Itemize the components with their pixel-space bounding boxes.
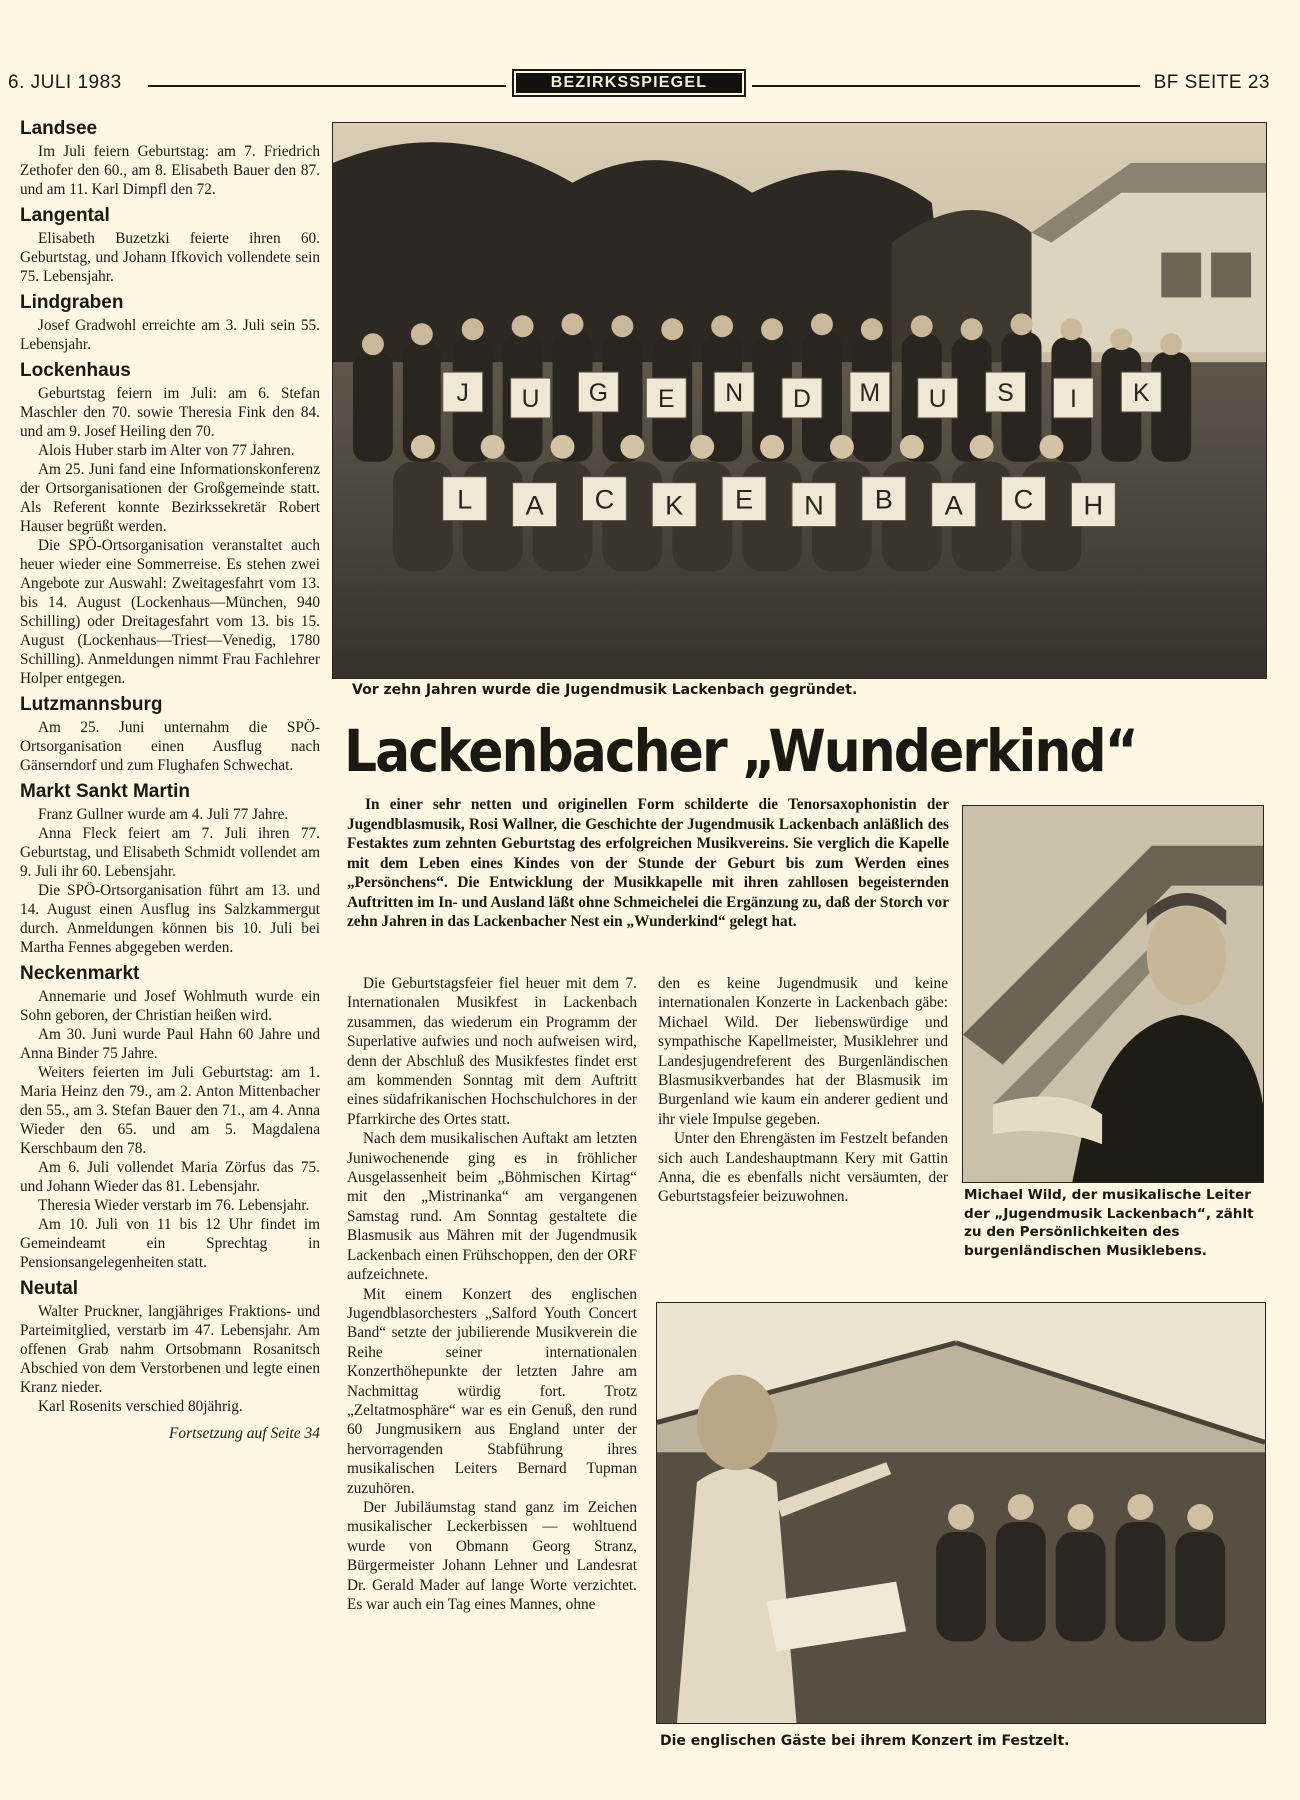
letter-card-text: B	[874, 483, 893, 515]
concert-photo	[656, 1302, 1266, 1724]
letter-card-text: N	[725, 379, 744, 407]
letter-card-text: C	[594, 483, 615, 515]
letter-card-text: J	[456, 379, 469, 407]
news-paragraph: Walter Pruckner, langjähriges Fraktions- und Parteimitglied, verstarb im 47. Lebensjahr. Am offenen Grab nahm Ortsobmann Rosanitsch Abschied von dem Verstorbenen und legte einen Kranz nieder.	[20, 1303, 320, 1396]
letter-card-text: G	[588, 379, 609, 407]
letter-card-text: K	[665, 489, 684, 521]
article-column-2	[658, 974, 948, 1207]
news-paragraph: Am 30. Juni wurde Paul Hahn 60 Jahre und Anna Binder 75 Jahre.	[20, 1026, 320, 1062]
page-number: BF SEITE 23	[1153, 72, 1270, 93]
article-paragraph: den es keine Jugendmusik und keine internationalen Konzerte in Lackenbach gäbe: Michael Wild. Der liebenswürdige und sympathische Kapellmeister, Musiklehrer und Landesjugendreferent des Burgenländischen Blasmusikverbandes hat der Blasmusik im Burgenland wie kaum ein anderer gedient und ihr viele Impulse gegeben.	[658, 975, 948, 1128]
news-paragraph: Die SPÖ-Ortsorganisation führt am 13. und 14. August einen Ausflug ins Salzkammergut durch. Anmeldungen können bis 10. Juli bei Martha Fennes abgegeben werden.	[20, 882, 320, 956]
news-paragraph: Josef Gradwohl erreichte am 3. Juli sein 55. Lebensjahr.	[20, 317, 320, 353]
masthead-rule-left	[148, 85, 506, 87]
section-label-box	[512, 69, 746, 97]
local-news-column	[20, 112, 320, 1782]
letter-card-text: U	[521, 385, 540, 413]
masthead-rule-right	[752, 85, 1140, 87]
section-heading: Lockenhaus	[20, 360, 131, 381]
news-paragraph: Franz Gullner wurde am 4. Juli 77 Jahre.	[38, 806, 289, 823]
letter-card-text: H	[1083, 489, 1104, 521]
news-paragraph: Im Juli feiern Geburtstag: am 7. Friedrich Zethofer den 60., am 8. Elisabeth Bauer den 87. und am 11. Karl Dimpfl den 72.	[20, 143, 320, 198]
letter-card-text: L	[457, 483, 473, 515]
section-heading: Markt Sankt Martin	[20, 781, 190, 802]
letter-card-text: D	[793, 385, 811, 413]
article-paragraph: Mit einem Konzert des englischen Jugendblasorchesters „Salford Youth Concert Band“ setzte der jubilierende Musikverein die Reihe seiner internationalen Konzerthöhepunkte der letzten Jahre am Nachmittag würdig fort. Trotz „Zeltatmosphäre“ war es ein Genuß, den rund 60 Jungmusikern aus England unter der hervorragenden Stabführung ihres musikalischen Leiters Bernard Tupman zuzuhören.	[347, 1285, 637, 1497]
section-heading: Lindgraben	[20, 292, 124, 313]
news-paragraph: Am 10. Juli von 11 bis 12 Uhr findet im Gemeindeamt ein Sprechtag in Pensionsangelegenheiten statt.	[20, 1216, 320, 1271]
news-paragraph: Anna Fleck feiert am 7. Juli ihren 77. Geburtstag, und Elisabeth Schmidt vollendet am 9. Juli ihr 60. Lebensjahr.	[20, 825, 320, 880]
section-heading: Neckenmarkt	[20, 963, 140, 984]
section-heading: Landsee	[20, 118, 98, 139]
portrait-photo-image	[963, 806, 1263, 1182]
letter-card-text: A	[525, 489, 544, 521]
issue-date: 6. JULI 1983	[8, 72, 122, 93]
group-photo-image	[333, 123, 1266, 678]
letter-card-text: K	[1133, 379, 1150, 407]
letter-card-text: N	[804, 489, 824, 521]
letter-card-text: I	[1069, 385, 1077, 413]
portrait-caption: Michael Wild, der musikalische Leiter der „Jugendmusik Lackenbach“, zählt zu den Persönlichkeiten des burgenländischen Musiklebens.	[964, 1187, 1254, 1259]
article-paragraph: Die Geburtstagsfeier fiel heuer mit dem 7. Internationalen Musikfest in Lackenbach zusammen, das wiederum ein Programm der Superlative aufwies und noch aufweisen wird, denn der Abschluß des Musikfestes findet erst am kommenden Sonntag mit dem Auftritt eines südafrikanischen Hochschulchores in der Pfarrkirche des Ortes statt.	[347, 975, 637, 1128]
article-paragraph: Unter den Ehrengästen im Festzelt befanden sich auch Landeshauptmann Kery mit Gattin Anna, die es ebenfalls nicht versäumten, der Geburtstagsfeier beizuwohnen.	[658, 1130, 948, 1206]
continuation-note: Fortsetzung auf Seite 34	[168, 1425, 320, 1442]
masthead	[8, 66, 1270, 106]
letter-card-text: U	[928, 385, 947, 413]
portrait-photo	[962, 805, 1264, 1183]
article-paragraph: Nach dem musikalischen Auftakt am letzten Juniwochenende ging es in fröhlicher Ausgelassenheit beim „Böhmischen Kirtag“ mit den „Mistrinanka“ am vergangenen Samstag rund. Am Sonntag gestaltete die Blasmusik aus Mähren mit der Jugendmusik Lackenbach einen Frühschoppen, den der ORF aufzeichnete.	[347, 1130, 637, 1284]
news-paragraph: Geburtstag feiern im Juli: am 6. Stefan Maschler den 70. sowie Theresia Fink den 84. und am 9. Josef Heiling den 70.	[20, 385, 320, 440]
article-column-1	[347, 974, 637, 1614]
news-paragraph: Weiters feierten im Juli Geburtstag: am 1. Maria Heinz den 79., am 2. Anton Mittenbacher den 55., am 3. Stefan Bauer den 71., am 4. Anna Wieder den 65. und am 5. Magdalena Kerschbaum den 78.	[20, 1064, 320, 1157]
news-paragraph: Elisabeth Buzetzki feierte ihren 60. Geburtstag, und Johann Ifkovich vollendete sein 75. Lebensjahr.	[20, 230, 320, 285]
jugendmusik-letter-cards	[443, 372, 1161, 418]
letter-card-text: E	[658, 385, 675, 413]
letter-card-text: A	[944, 489, 963, 521]
letter-card-text: M	[859, 379, 881, 407]
concert-caption: Die englischen Gäste bei ihrem Konzert im Festzelt.	[660, 1733, 1070, 1749]
letter-card-text: E	[735, 483, 754, 515]
news-paragraph: Die SPÖ-Ortsorganisation veranstaltet auch heuer wieder eine Sommerreise. Es stehen zwei Angebote zur Auswahl: Zweitagesfahrt vom 13. bis 14. August (Lockenhaus—München, 940 Schilling) oder Dreitagesfahrt vom 13. bis 15. August (Lockenhaus—Triest—Venedig, 1780 Schilling). Anmeldungen nimmt Frau Fachlehrer Holper entgegen.	[20, 537, 320, 687]
article-paragraph: Der Jubiläumstag stand ganz im Zeichen musikalischer Leckerbissen — wohltuend wurde von Obmann Georg Stranz, Bürgermeister Johann Lehner und Landesrat Dr. Gerald Mader auf lange Worte verzichtet. Es war auch ein Tag eines Mannes, ohne	[347, 1498, 637, 1613]
news-paragraph: Karl Rosenits verschied 80jährig.	[38, 1398, 243, 1415]
news-paragraph: Annemarie und Josef Wohlmuth wurde ein Sohn geboren, der Christian heißen wird.	[20, 988, 320, 1024]
section-heading: Neutal	[20, 1278, 79, 1299]
news-paragraph: Am 6. Juli vollendet Maria Zörfus das 75. und Johann Wieder das 81. Lebensjahr.	[20, 1159, 320, 1195]
news-paragraph: Am 25. Juni unternahm die SPÖ-Ortsorganisation einen Ausflug nach Gänserndorf und zum Flughafen Schwechat.	[20, 719, 320, 774]
concert-photo-image	[657, 1303, 1265, 1723]
letter-card-text: S	[997, 379, 1014, 407]
section-label: BEZIRKSSPIEGEL	[516, 73, 742, 93]
group-photo	[332, 122, 1267, 679]
news-paragraph: Alois Huber starb im Alter von 77 Jahren.	[38, 442, 295, 459]
article-headline: Lackenbacher „Wunderkind“	[344, 718, 1137, 786]
news-paragraph: Am 25. Juni fand eine Informationskonferenz der Ortsorganisationen der Großgemeinde statt. Als Referent konnte Bezirkssekretär Robert Hauser begrüßt werden.	[20, 461, 320, 535]
group-photo-caption: Vor zehn Jahren wurde die Jugendmusik Lackenbach gegründet.	[352, 682, 858, 698]
letter-card-text: C	[1013, 483, 1034, 515]
article-intro: In einer sehr netten und originellen Form schilderte die Tenorsaxophonistin der Jugendblasmusik, Rosi Wallner, die Geschichte der Jugendmusik Lackenbach anläßlich des Festaktes zum zehnten Geburtstag des erfolgreichen Musikvereins. Sie verglich die Kapelle mit dem Leben eines Kindes von der Stunde der Geburt bis zum Werden eines „Persönchens“. Die Entwicklung der Musikkapelle mit ihren zahllosen begeisternden Auftritten im In- und Ausland läßt ohne Schmeichelei die Ergänzung zu, daß der Storch vor zehn Jahren in das Lackenbacher Nest ein „Wunderkind“ gelegt hat.	[347, 796, 949, 930]
section-heading: Langental	[20, 205, 110, 226]
news-paragraph: Theresia Wieder verstarb im 76. Lebensjahr.	[38, 1197, 310, 1214]
section-heading: Lutzmannsburg	[20, 694, 163, 715]
